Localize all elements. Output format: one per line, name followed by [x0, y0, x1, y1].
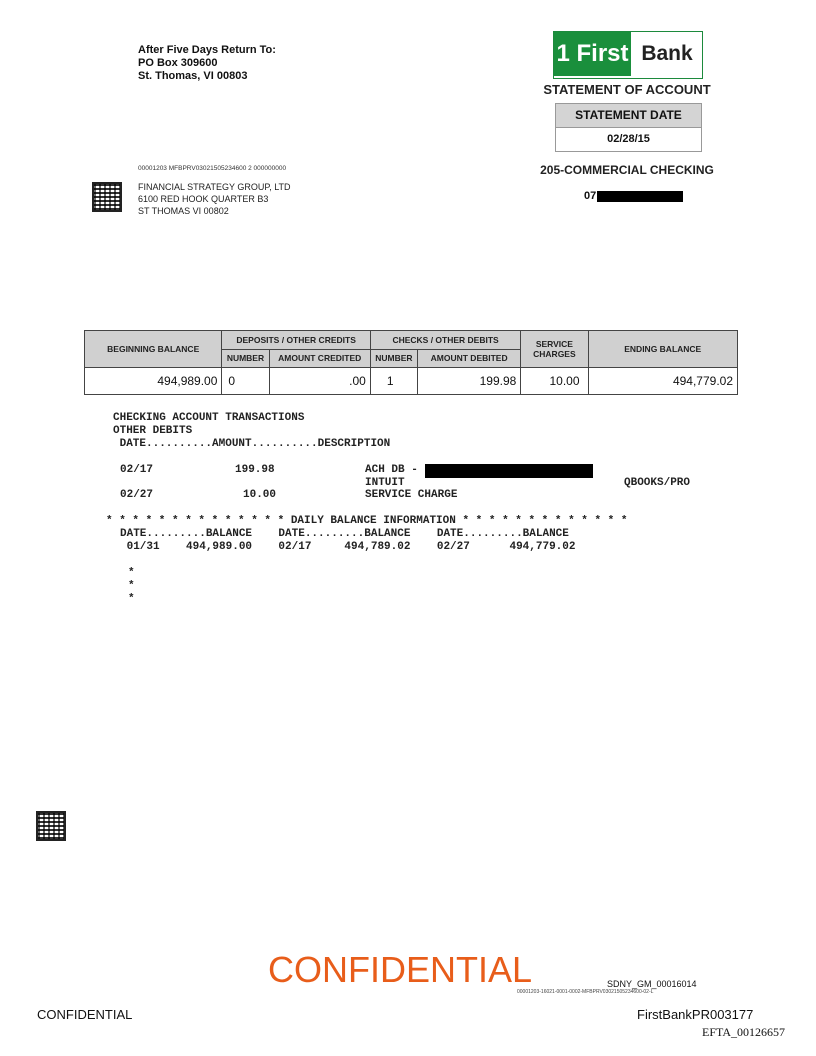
header-amount-debited: AMOUNT DEBITED: [417, 349, 520, 368]
logo-bank-text: Bank: [641, 42, 693, 65]
account-number-visible: 07: [584, 190, 597, 202]
statement-date-label: STATEMENT DATE: [556, 104, 701, 128]
header-amount-credited: AMOUNT CREDITED: [269, 349, 370, 368]
txn-1-redaction: [425, 464, 593, 478]
confidential-label: CONFIDENTIAL: [37, 1007, 133, 1022]
logo-first-text: 1 First: [554, 32, 631, 76]
header-ending-balance: ENDING BALANCE: [588, 331, 738, 368]
txn-2-amount: 10.00: [243, 489, 277, 501]
checks-number-value: 1: [370, 368, 417, 395]
transactions-column-header: DATE..........AMOUNT..........DESCRIPTION: [113, 438, 391, 450]
transactions-heading: CHECKING ACCOUNT TRANSACTIONS: [113, 412, 305, 424]
barcode-icon: [92, 182, 122, 212]
return-address-line2: PO Box 309600: [138, 57, 218, 69]
star-3: *: [128, 593, 135, 605]
confidential-stamp: CONFIDENTIAL: [268, 949, 533, 990]
addressee-line3: ST THOMAS VI 00802: [138, 206, 229, 216]
tiny-code: 00001203-16021-0001-0002-MFBPRV03021505234600-02-L: [517, 989, 654, 995]
star-2: *: [128, 580, 135, 592]
return-address: [138, 44, 276, 83]
daily-balance-row: 01/31 494,989.00 02/17 494,789.02 02/27 494,779.02: [120, 541, 576, 553]
return-address-line3: St. Thomas, VI 00803: [138, 70, 248, 82]
header-deposits: DEPOSITS / OTHER CREDITS: [222, 331, 370, 350]
firstbank-logo: [553, 31, 703, 79]
header-checks: CHECKS / OTHER DEBITS: [370, 331, 520, 350]
ending-balance-value: 494,779.02: [588, 368, 738, 395]
txn-1-amount: 199.98: [235, 464, 275, 476]
account-type: 205-COMMERCIAL CHECKING: [540, 163, 714, 177]
txn-2-desc: SERVICE CHARGE: [365, 489, 458, 501]
account-number-redaction: [597, 191, 683, 202]
service-charges-value: 10.00: [521, 368, 588, 395]
sdny-bates: SDNY_GM_00016014: [607, 979, 697, 989]
statement-date-value: 02/28/15: [607, 133, 650, 145]
addressee-block: [138, 181, 291, 217]
daily-balance-banner: * * * * * * * * * * * * * * DAILY BALANCE INFORMATION * * * * * * * * * * * * *: [106, 515, 628, 527]
header-service-charges: SERVICE CHARGES: [521, 331, 588, 368]
account-number: [584, 190, 683, 202]
amount-credited-value: .00: [269, 368, 370, 395]
statement-of-account-title: STATEMENT OF ACCOUNT: [543, 82, 711, 97]
daily-balance-header: DATE.........BALANCE DATE.........BALANCE DATE.........BALANCE: [120, 528, 569, 540]
header-deposits-number: NUMBER: [222, 349, 269, 368]
header-beginning-balance: BEGINNING BALANCE: [85, 331, 222, 368]
barcode-icon: [36, 811, 66, 841]
header-checks-number: NUMBER: [370, 349, 417, 368]
efta-bates: EFTA_00126657: [702, 1025, 786, 1039]
mail-code: 00001203 MFBPRV03021505234600 2 000000000: [138, 165, 287, 172]
beginning-balance-value: 494,989.00: [85, 368, 222, 395]
txn-1-date: 02/17: [120, 464, 154, 476]
statement-date-box: [555, 103, 702, 152]
txn-1-desc2: INTUIT: [365, 477, 405, 489]
txn-2-date: 02/27: [120, 489, 154, 501]
account-summary-table: [84, 330, 738, 395]
txn-1-desc: ACH DB -: [365, 464, 418, 476]
return-address-line1: After Five Days Return To:: [138, 44, 276, 56]
star-1: *: [128, 567, 135, 579]
amount-debited-value: 199.98: [417, 368, 520, 395]
addressee-line2: 6100 RED HOOK QUARTER B3: [138, 194, 269, 204]
txn-1-desc3: QBOOKS/PRO: [624, 477, 691, 489]
firstbank-bates: FirstBankPR003177: [637, 1007, 754, 1022]
other-debits-heading: OTHER DEBITS: [113, 425, 193, 437]
addressee-line1: FINANCIAL STRATEGY GROUP, LTD: [138, 182, 291, 192]
deposits-number-value: 0: [222, 368, 269, 395]
